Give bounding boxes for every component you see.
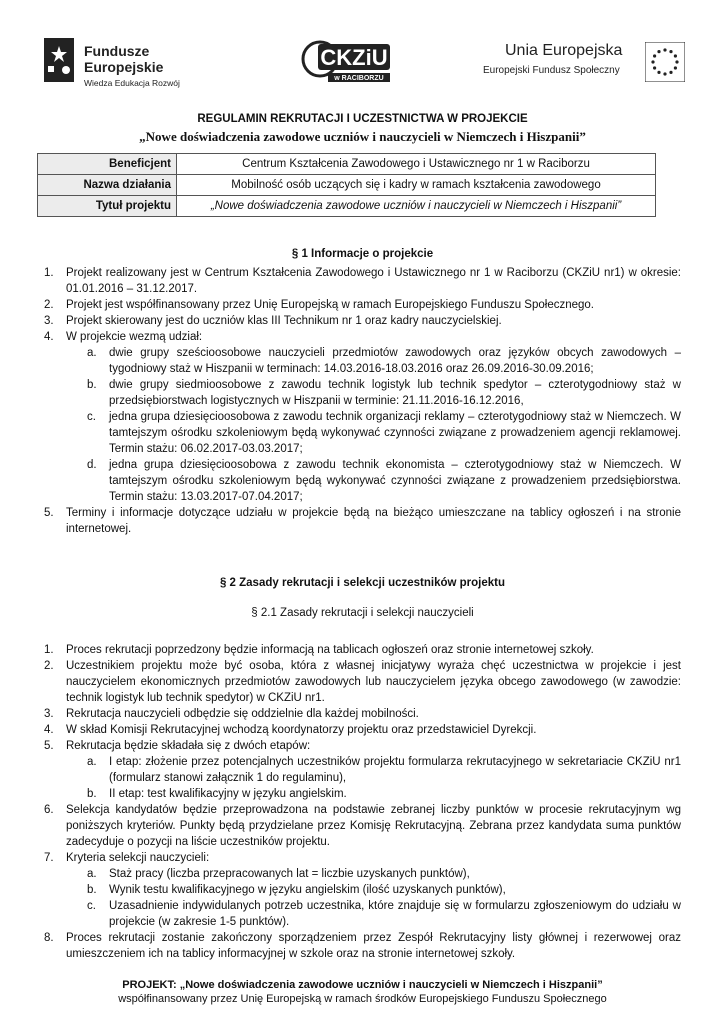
section-2-heading: § 2 Zasady rekrutacji i selekcji uczestników projektu xyxy=(219,577,506,589)
list-item: d. jedna grupa dziesięcioosobowa z zawodu technik ekonomista – czterotygodniowy staż w Niemczech. W tamtejszym ośrodku szkoleniowym będą wykonywać czynności związane z prowadzeniem przedsiębiorstwa. Termin stażu: 13.03.2017-07.04.2017; xyxy=(87,459,681,503)
list-item: 2. Uczestnikiem projektu może być osoba, która z własnej inicjatywy wyraża chęć uczestnictwa w projekcie i jest nauczycielem ekonomicznych przedmiotów zawodowych lub nauczycielem języka obcego zawodowego (w zawodzie: technik logistyk lub technik spedytor) w CKZiU nr1. xyxy=(44,660,681,704)
list-item: 1. Proces rekrutacji poprzedzony będzie informacją na tablicach ogłoszeń oraz stronie internetowej szkoły. xyxy=(44,644,594,656)
project-info-table xyxy=(37,153,656,217)
list-item: 3. Rekrutacja nauczycieli odbędzie się oddzielnie dla każdej mobilności. xyxy=(44,708,419,720)
list-item: c. jedna grupa dziesięcioosobowa z zawodu technik organizacji reklamy – czterotygodniowy staż w Niemczech. W tamtejszym ośrodku szkoleniowym będą wykonywać czynności związane z prowadzeniem agencji reklamowej. Termin stażu: 06.02.2017-03.03.2017; xyxy=(87,411,681,455)
fe-line1: Fundusze xyxy=(84,43,150,59)
list-item: 4. W skład Komisji Rekrutacyjnej wchodzą koordynatorzy projektu oraz przedstawiciel Dyrekcji. xyxy=(44,724,537,736)
sub-list xyxy=(87,754,681,802)
list-item: b. II etap: test kwalifikacyjny w języku angielskim. xyxy=(87,788,347,800)
table-label: Tytuł projektu xyxy=(38,196,177,217)
eu-flag-icon xyxy=(645,42,685,82)
table-row xyxy=(38,154,656,175)
ue-line1: Unia Europejska xyxy=(505,42,623,59)
fundusze-europejskie-logo xyxy=(44,38,194,88)
ue-line2: Europejski Fundusz Społeczny xyxy=(483,65,620,76)
sub-list xyxy=(87,345,681,505)
list-item: 6. Selekcja kandydatów będzie przeprowadzona na podstawie zebranej liczby punktów w procesie rekrutacyjnym wg poniższych kryteriów. Punkty będą przydzielane przez Komisję Rekrutacyjną. Zebrana przez kandydata suma punktów zadecyduje o pozycji na liście uczestników projektu. xyxy=(44,804,681,848)
list-item: 3. Projekt skierowany jest do uczniów klas III Technikum nr 1 oraz kadry nauczycielskiej. xyxy=(44,315,502,327)
section-2-1-heading: § 2.1 Zasady rekrutacji i selekcji nauczycieli xyxy=(251,607,474,619)
list-item: 5. Terminy i informacje dotyczące udziału w projekcie będą na bieżąco umieszczane na tablicy ogłoszeń i na stronie internetowej. xyxy=(44,507,681,535)
list-item: a. I etap: złożenie przez potencjalnych uczestników projektu formularza rekrutacyjnego w sekretariacie CKZiU nr1 (formularz stanowi załącznik 1 do regulaminu), xyxy=(87,756,681,784)
list-item: 2. Projekt jest współfinansowany przez Unię Europejską w ramach Europejskiego Funduszu Społecznego. xyxy=(44,299,595,311)
table-label: Beneficjent xyxy=(38,154,177,175)
footer-cofinancing: współfinansowany przez Unię Europejską w ramach środków Europejskiego Funduszu Społecznego xyxy=(118,993,607,1005)
table-value: Mobilność osób uczących się i kadry w ramach kształcenia zawodowego xyxy=(177,175,656,196)
footer-project-title: PROJEKT: „Nowe doświadczenia zawodowe uczniów i nauczycieli w Niemczech i Hiszpanii” xyxy=(122,979,603,991)
list-item: c. Uzasadnienie indywidulanych potrzeb uczestnika, które znajduje się w formularzu zgłoszeniowym do udziału w projekcie (w zakresie 1-5 punktów). xyxy=(87,900,681,928)
table-label: Nazwa działania xyxy=(38,175,177,196)
section-1-list xyxy=(44,265,681,537)
fe-line3: Wiedza Edukacja Rozwój xyxy=(84,78,180,88)
table-row xyxy=(38,175,656,196)
list-item: 1. Projekt realizowany jest w Centrum Kształcenia Zawodowego i Ustawicznego nr 1 w Raciborzu (CKZiU nr1) w okresie: 01.01.2016 – 31.12.2017. xyxy=(44,267,681,295)
table-row xyxy=(38,196,656,217)
list-item: 7. Kryteria selekcji nauczycieli: xyxy=(44,852,210,864)
unia-europejska-logo xyxy=(483,42,683,90)
ckziu-sub-text: w RACIBORZU xyxy=(334,75,384,82)
ckziu-logo xyxy=(300,34,392,90)
list-item: b. Wynik testu kwalifikacyjnego w języku angielskim (ilość uzyskanych punktów), xyxy=(87,884,506,896)
list-item: 4. W projekcie wezmą udział: xyxy=(44,331,203,343)
section-1-heading: § 1 Informacje o projekcie xyxy=(291,248,434,260)
fe-line2: Europejskie xyxy=(84,59,164,75)
table-value: „Nowe doświadczenia zawodowe uczniów i nauczycieli w Niemczech i Hiszpanii” xyxy=(177,196,656,217)
list-item: a. Staż pracy (liczba przepracowanych lat = liczbie uzyskanych punktów), xyxy=(87,868,470,880)
list-item: b. dwie grupy siedmioosobowe z zawodu technik logistyk lub technik spedytor – czterotygodniowy staż w przedsiębiorstwach logistycznych w Hiszpanii w terminie: 21.11.2016-16.12.2016, xyxy=(87,379,681,407)
doc-title: REGULAMIN REKRUTACJI I UCZESTNICTWA W PROJEKCIE xyxy=(197,113,528,125)
section-2-list xyxy=(44,642,681,962)
fe-star-icon xyxy=(44,38,74,82)
list-item: 5. Rekrutacja będzie składała się z dwóch etapów: xyxy=(44,740,311,752)
sub-list xyxy=(87,866,681,930)
list-item: a. dwie grupy sześcioosobowe nauczycieli przedmiotów zawodowych oraz języków obcych zawodowych – tygodniowy staż w Hiszpanii w terminach: 14.03.2016-18.03.2016 oraz 26.09.2016-30.09.2016; xyxy=(87,347,681,375)
header-logos xyxy=(0,34,725,94)
ckziu-text: CKZiU xyxy=(320,45,388,70)
list-item: 8. Proces rekrutacji zostanie zakończony sporządzeniem przez Zespół Rekrutacyjny listy głównej i rezerwowej oraz umieszczeniem ich na tablicy informacyjnej w szkole oraz na stronie internetowej szkoły. xyxy=(44,932,681,960)
table-value: Centrum Kształcenia Zawodowego i Ustawicznego nr 1 w Raciborzu xyxy=(177,154,656,175)
doc-subtitle: „Nowe doświadczenia zawodowe uczniów i nauczycieli w Niemczech i Hiszpanii” xyxy=(139,129,586,144)
